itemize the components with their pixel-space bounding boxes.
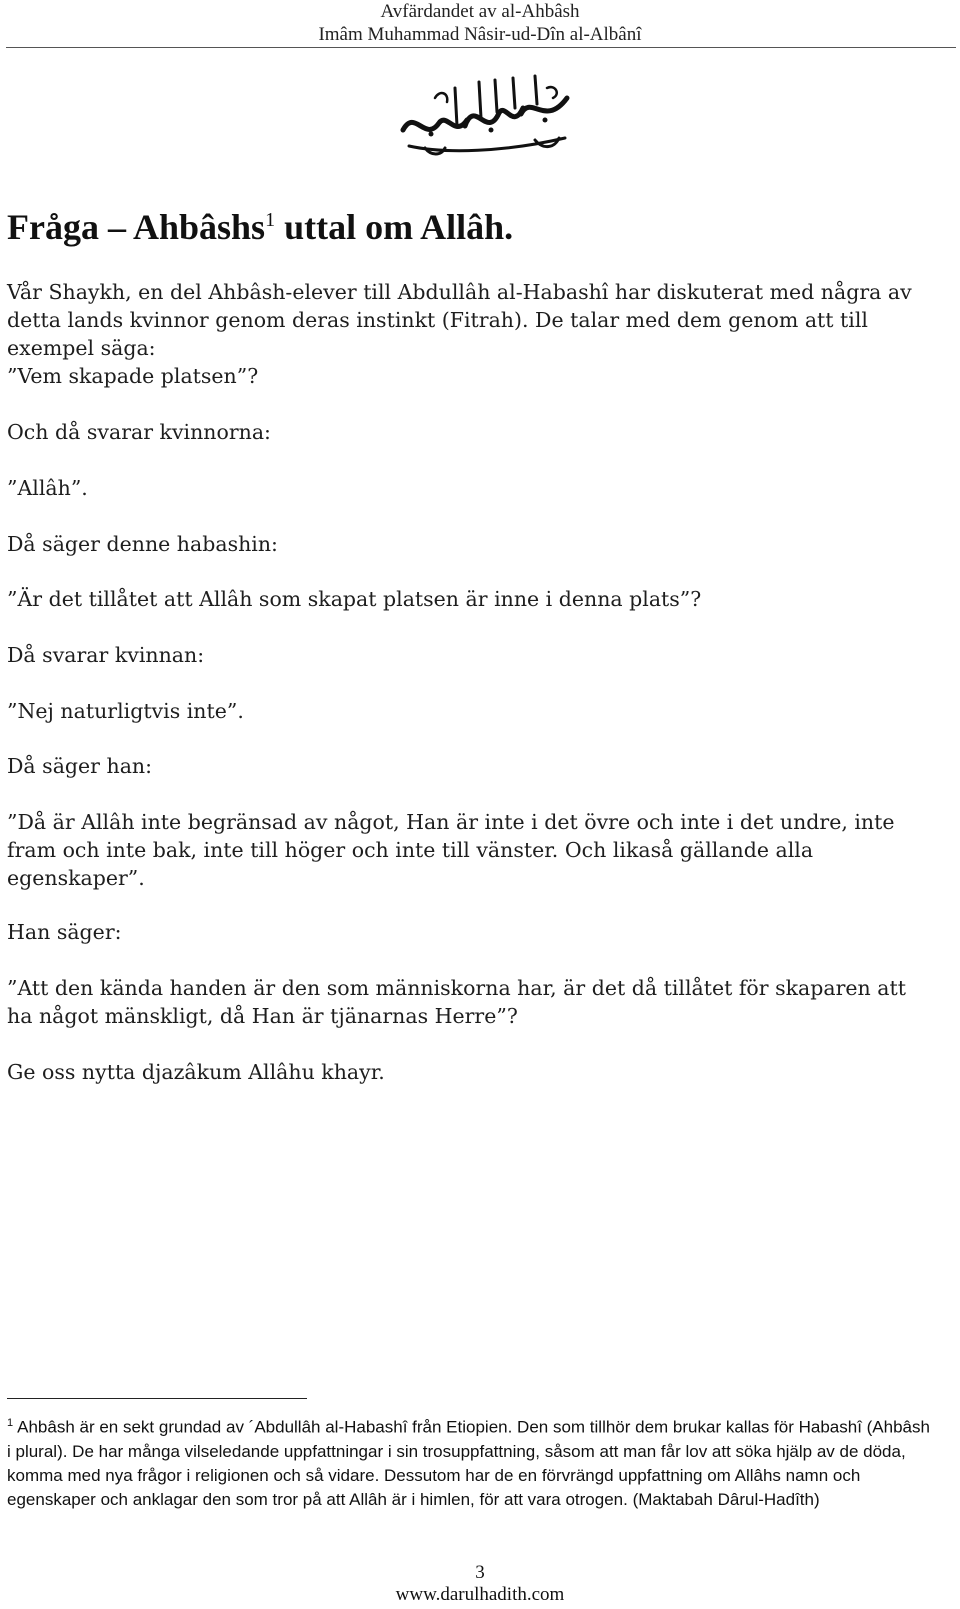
footnote-text: Ahbâsh är en sekt grundad av ´Abdullâh al-Habashî från Etiopien. Den som tillhör dem brukar kallas för Habashî (Ahbâsh i plural). De har många vilseledande uppfattningar i sin trosuppfattning, såsom att man får lov att söka hjälp av de döda, komma med nya frågor i religionen och så vidare. Dessutom har de en förvrängd uppfattning om Allâhs namn och egenskaper och anklagar den som tror på att Allâh är i himlen, för att vara otrogen. (Maktabah Dârul-Hadîth)	[7, 1417, 930, 1509]
paragraph-women-answer: Och då svarar kvinnorna:	[7, 420, 271, 444]
footnote-divider	[7, 1398, 307, 1399]
header-author: Imâm Muhammad Nâsir-ud-Dîn al-Albânî	[318, 24, 642, 45]
quote-who-created-place: ”Vem skapade platsen”?	[7, 364, 259, 388]
question-title	[7, 205, 513, 249]
title-text-end: uttal om Allâh.	[275, 207, 514, 247]
header-divider	[6, 47, 956, 48]
paragraph-habashi-says: Då säger denne habashin:	[7, 532, 278, 556]
paragraph-request: Ge oss nytta djazâkum Allâhu khayr.	[7, 1060, 385, 1084]
paragraph-he-says: Då säger han:	[7, 754, 153, 778]
page-number: 3	[475, 1562, 485, 1583]
footnote-marker[interactable]: 1	[265, 209, 276, 231]
quote-known-hand: ”Att den kända handen är den som människorna har, är det då tillåtet för skaparen att ha något mänskligt, då Han är tjänarnas Herre”?	[7, 976, 906, 1028]
quote-of-course-not: ”Nej naturligtvis inte”.	[7, 699, 244, 723]
paragraph-he-says-2: Han säger:	[7, 920, 122, 944]
paragraph-woman-answers: Då svarar kvinnan:	[7, 643, 205, 667]
footnote-number: 1	[7, 1417, 14, 1429]
quote-allah-not-limited: ”Då är Allâh inte begränsad av något, Han är inte i det övre och inte i det undre, inte fram och inte bak, inte till höger och inte till vänster. Och likaså gällande alla egenskaper”.	[7, 810, 895, 890]
title-text: Fråga – Ahbâshs	[7, 207, 266, 247]
running-header	[0, 0, 960, 46]
footer-website-link[interactable]: www.darulhadith.com	[395, 1584, 565, 1605]
paragraph-intro: Vår Shaykh, en del Ahbâsh-elever till Abdullâh al-Habashî har diskuterat med några av detta lands kvinnor genom deras instinkt (Fitrah). De talar med dem genom att till exempel säga:	[7, 280, 912, 360]
header-title: Avfärdandet av al-Ahbâsh	[380, 1, 580, 22]
quote-is-it-permitted: ”Är det tillåtet att Allâh som skapat platsen är inne i denna plats”?	[7, 587, 702, 611]
quote-allah: ”Allâh”.	[7, 476, 88, 500]
footnote	[7, 1411, 932, 1512]
basmala-calligraphy	[395, 68, 575, 158]
